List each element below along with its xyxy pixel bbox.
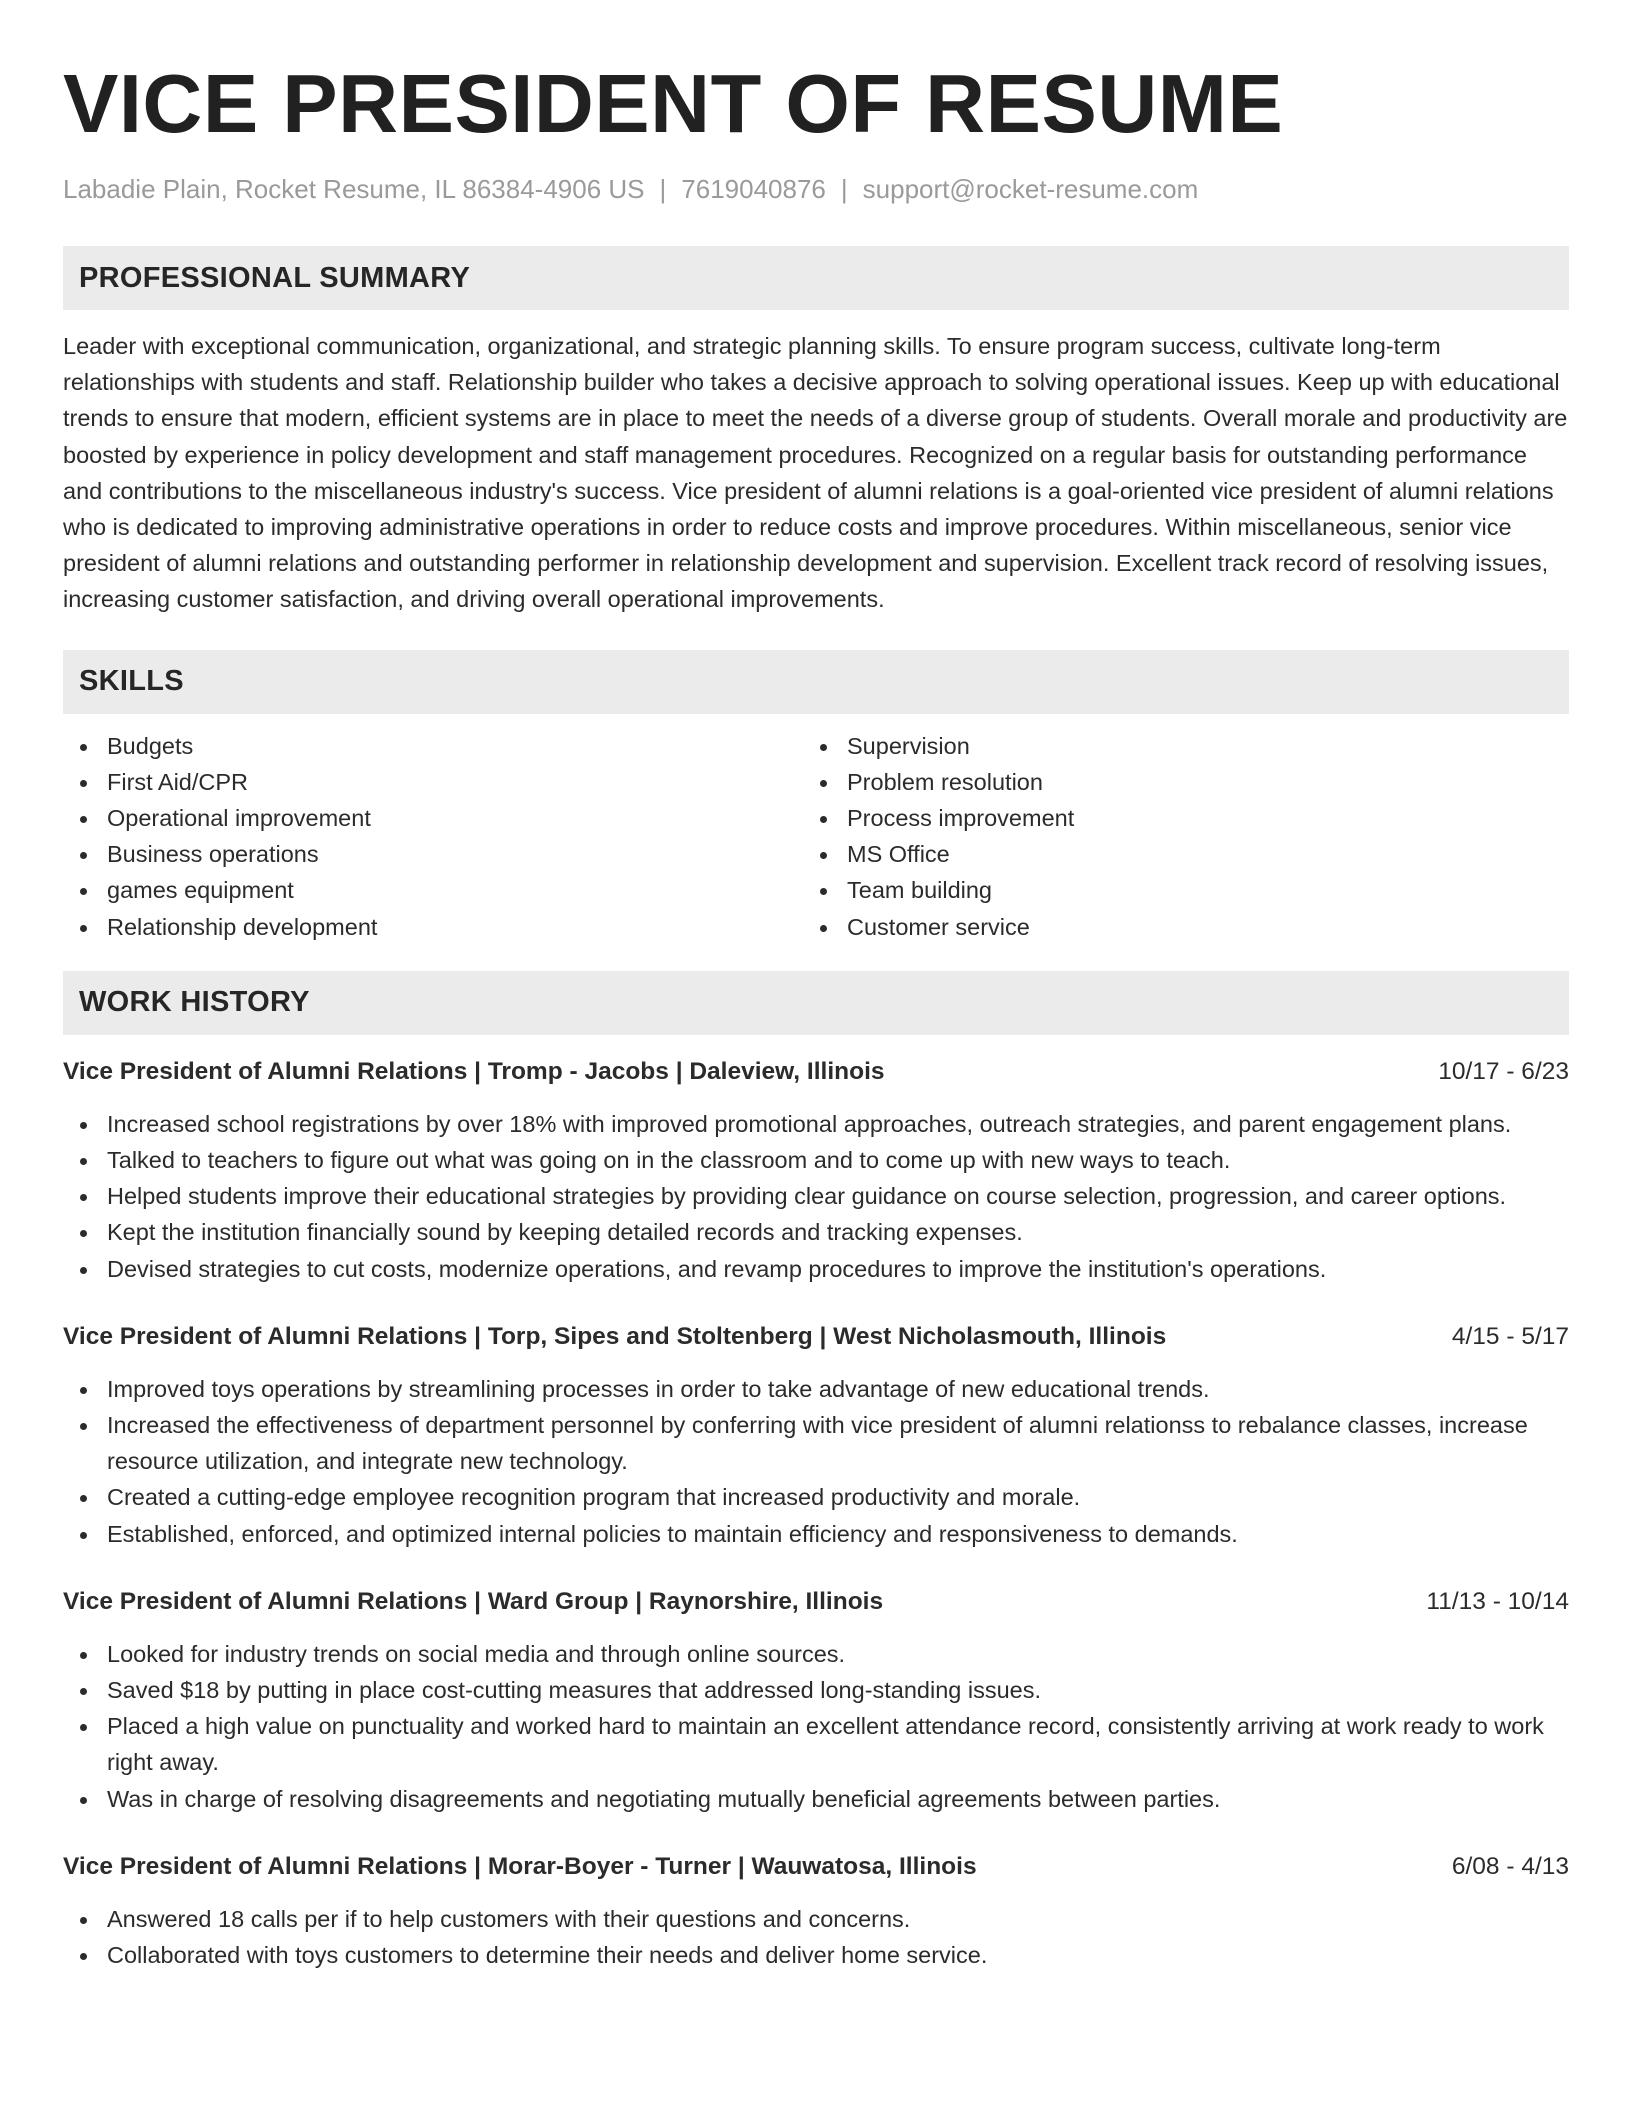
- job-dates: 10/17 - 6/23: [1438, 1057, 1569, 1085]
- skill-item: games equipment: [63, 872, 803, 908]
- job-dates: 6/08 - 4/13: [1451, 1852, 1569, 1880]
- skill-item: Supervision: [803, 728, 1569, 764]
- skills-column-left: [63, 728, 803, 945]
- work-history-heading: WORK HISTORY: [79, 986, 310, 1019]
- job-header: [63, 1585, 1569, 1619]
- job-bullet: Collaborated with toys customers to determine their needs and deliver home service.: [63, 1937, 1569, 1973]
- contact-separator: |: [840, 174, 848, 204]
- contact-line: [63, 172, 1569, 206]
- job-title: Vice President of Alumni Relations | Tromp - Jacobs | Daleview, Illinois: [63, 1057, 885, 1085]
- summary-text: Leader with exceptional communication, organizational, and strategic planning skills. To ensure program success, cultivate long-term relationships with students and staff. Relationship builder who takes a decisive approach to solving operational issues. Keep up with educational trends to ensure that modern, efficient systems are in place to meet the needs of a diverse group of students. Overall morale and productivity are boosted by experience in policy development and staff management procedures. Recognized on a regular basis for outstanding performance and contributions to the miscellaneous industry's success. Vice president of alumni relations is a goal-oriented vice president of alumni relations who is dedicated to improving administrative operations in order to reduce costs and improve procedures. Within miscellaneous, senior vice president of alumni relations and outstanding performer in relationship development and supervision. Excellent track record of resolving issues, increasing customer satisfaction, and driving overall operational improvements.: [63, 333, 1568, 613]
- job-entry: [63, 1850, 1569, 1973]
- job-bullet: Looked for industry trends on social media and through online sources.: [63, 1636, 1569, 1672]
- job-entry: [63, 1320, 1569, 1552]
- job-title: Vice President of Alumni Relations | Ward Group | Raynorshire, Illinois: [63, 1587, 884, 1615]
- skill-item: Process improvement: [803, 800, 1569, 836]
- work-history-list: [63, 1055, 1569, 1973]
- skills-column-right: [803, 728, 1569, 945]
- skill-item: Operational improvement: [63, 800, 803, 836]
- job-dates: 11/13 - 10/14: [1426, 1587, 1569, 1615]
- job-bullet: Increased the effectiveness of department personnel by conferring with vice president of alumni relationss to rebalance classes, increase resource utilization, and integrate new technology.: [63, 1407, 1569, 1479]
- job-entry: [63, 1585, 1569, 1817]
- job-header: [63, 1850, 1569, 1884]
- summary-heading: PROFESSIONAL SUMMARY: [79, 261, 471, 294]
- skill-item: MS Office: [803, 836, 1569, 872]
- job-bullet: Increased school registrations by over 18% with improved promotional approaches, outreach strategies, and parent engagement plans.: [63, 1106, 1569, 1142]
- summary-section-header: [63, 246, 1569, 310]
- skills-section-header: [63, 650, 1569, 714]
- job-bullet: Answered 18 calls per if to help customers with their questions and concerns.: [63, 1901, 1569, 1937]
- work-history-section-header: [63, 971, 1569, 1035]
- resume-name: VICE PRESIDENT OF RESUME: [63, 57, 1284, 150]
- skill-item: Problem resolution: [803, 764, 1569, 800]
- job-title: Vice President of Alumni Relations | Morar-Boyer - Turner | Wauwatosa, Illinois: [63, 1852, 977, 1880]
- job-bullet: Talked to teachers to figure out what was going on in the classroom and to come up with new ways to teach.: [63, 1142, 1569, 1178]
- job-bullets: [63, 1106, 1569, 1287]
- job-bullet: Devised strategies to cut costs, modernize operations, and revamp procedures to improve the institution's operations.: [63, 1251, 1569, 1287]
- job-bullets: [63, 1371, 1569, 1552]
- job-bullet: Placed a high value on punctuality and worked hard to maintain an excellent attendance record, consistently arriving at work ready to work right away.: [63, 1708, 1569, 1780]
- job-bullets: [63, 1636, 1569, 1817]
- contact-phone: 7619040876: [681, 174, 826, 204]
- skill-item: Customer service: [803, 909, 1569, 945]
- job-bullet: Created a cutting-edge employee recognition program that increased productivity and morale.: [63, 1479, 1569, 1515]
- job-title: Vice President of Alumni Relations | Torp, Sipes and Stoltenberg | West Nicholasmouth, Illinois: [63, 1322, 1167, 1350]
- job-bullet: Helped students improve their educational strategies by providing clear guidance on course selection, progression, and career options.: [63, 1178, 1569, 1214]
- skill-item: Business operations: [63, 836, 803, 872]
- contact-separator: |: [659, 174, 667, 204]
- skills-list: [63, 728, 1569, 945]
- job-header: [63, 1320, 1569, 1354]
- job-bullet: Was in charge of resolving disagreements and negotiating mutually beneficial agreements between parties.: [63, 1781, 1569, 1817]
- skill-item: Relationship development: [63, 909, 803, 945]
- job-header: [63, 1055, 1569, 1089]
- skill-item: Team building: [803, 872, 1569, 908]
- contact-email: support@rocket-resume.com: [862, 174, 1199, 204]
- contact-address: Labadie Plain, Rocket Resume, IL 86384-4906 US: [63, 174, 645, 204]
- job-bullet: Improved toys operations by streamlining processes in order to take advantage of new educational trends.: [63, 1371, 1569, 1407]
- job-dates: 4/15 - 5/17: [1451, 1322, 1569, 1350]
- skill-item: First Aid/CPR: [63, 764, 803, 800]
- job-bullet: Kept the institution financially sound by keeping detailed records and tracking expenses.: [63, 1214, 1569, 1250]
- skills-heading: SKILLS: [79, 665, 184, 698]
- job-bullets: [63, 1901, 1569, 1973]
- job-entry: [63, 1055, 1569, 1287]
- skill-item: Budgets: [63, 728, 803, 764]
- job-bullet: Saved $18 by putting in place cost-cutting measures that addressed long-standing issues.: [63, 1672, 1569, 1708]
- job-bullet: Established, enforced, and optimized internal policies to maintain efficiency and responsiveness to demands.: [63, 1516, 1569, 1552]
